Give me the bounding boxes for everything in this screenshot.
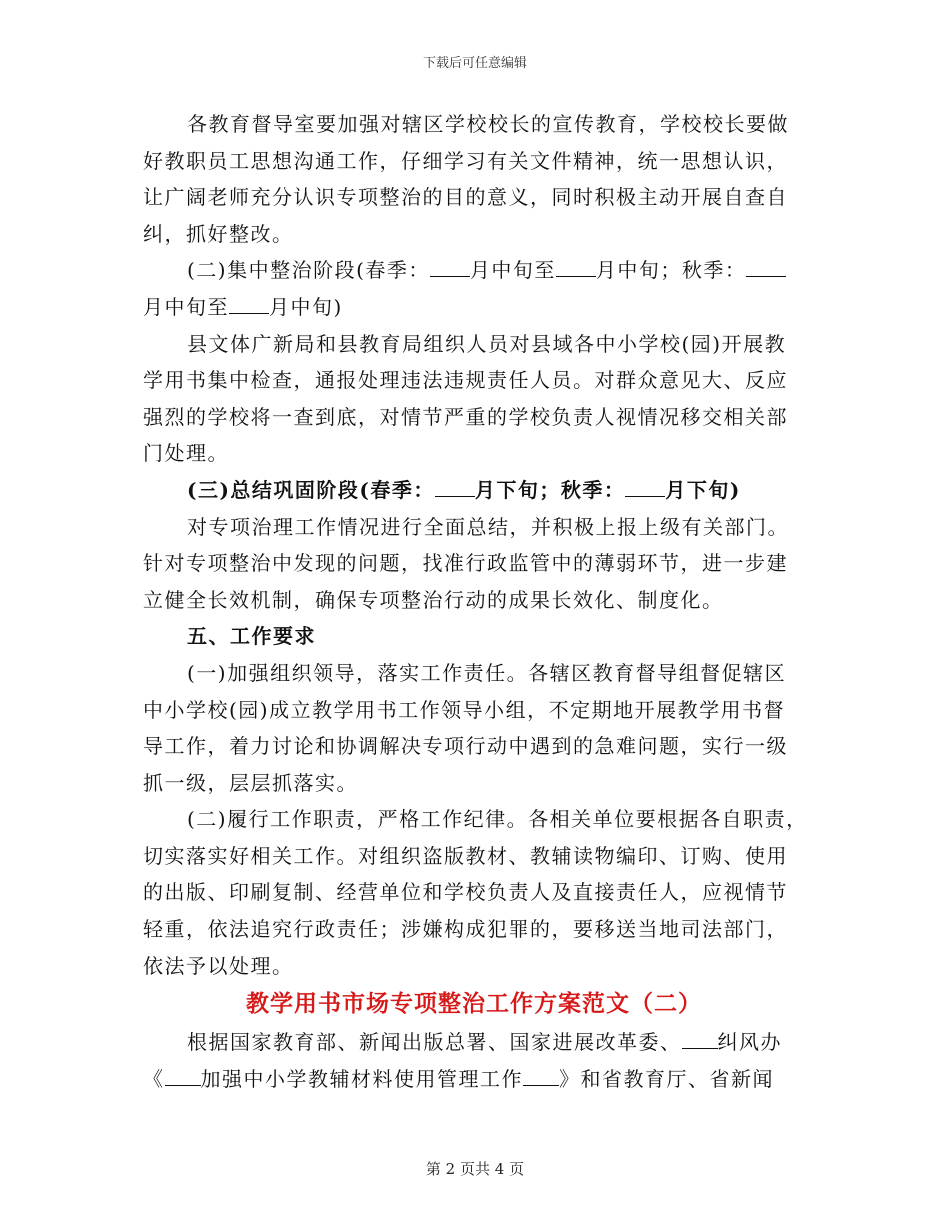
paragraph-line: 各教育督导室要加强对辖区学校校长的宣传教育，学校校长要做	[187, 112, 789, 136]
paragraph-line: 县文体广新局和县教育局组织人员对县域各中小学校(园)开展教	[187, 331, 787, 356]
paragraph-line: 让广阔老师充分认识专项整治的目的意义，同时积极主动开展自查自	[143, 185, 788, 210]
document-body	[143, 106, 808, 1097]
blank-field	[625, 478, 665, 497]
blank-field	[435, 478, 475, 497]
stage3-heading: (三)总结巩固阶段(春季： 月下旬；秋季： 月下旬)	[187, 477, 741, 502]
paragraph-line: 对专项治理工作情况进行全面总结，并积极上报上级有关部门。	[187, 514, 789, 539]
blank-field	[229, 295, 269, 314]
paragraph-line: 纠，抓好整改。	[143, 221, 294, 246]
paragraph-line: 针对专项整治中发现的问题，找准行政监管中的薄弱环节，进一步建	[143, 551, 788, 576]
paragraph-line: 门处理。	[143, 441, 229, 466]
paragraph-line: (二)履行工作职责，严格工作纪律。各相关单位要根据各自职责，	[187, 807, 808, 832]
blank-field	[556, 258, 596, 277]
blank-field	[682, 1030, 718, 1049]
paragraph-line: 《 加强中小学教辅材料使用管理工作 》和省教育厅、省新闻	[143, 1066, 774, 1091]
paragraph-line: 的出版、印刷复制、经营单位和学校负责人及直接责任人，应视情节	[143, 880, 788, 905]
paragraph-line: 导工作，着力讨论和协调解决专项行动中遇到的急难问题，实行一级	[143, 734, 788, 759]
paragraph-line: 根据国家教育部、新闻出版总署、国家进展改革委、 纠风办	[187, 1030, 782, 1055]
blank-field	[523, 1067, 559, 1086]
paragraph-line: 抓一级，层层抓落实。	[143, 770, 358, 795]
paragraph-line: 立健全长效机制，确保专项整治行动的成果长效化、制度化。	[143, 587, 724, 612]
stage2-heading: (二)集中整治阶段(春季： 月中旬至 月中旬；秋季：	[143, 252, 805, 289]
paragraph-line: 学用书集中检查，通报处理违法违规责任人员。对群众意见大、反应	[143, 368, 788, 393]
paragraph-line: 依法予以处理。	[143, 953, 294, 978]
section-heading: 五、工作要求	[187, 624, 316, 649]
page-footer: 第 2 页共 4 页	[425, 1160, 525, 1178]
paragraph-line: 轻重，依法追究行政责任；涉嫌构成犯罪的，要移送当地司法部门，	[143, 917, 788, 942]
blank-field	[746, 258, 786, 277]
page-header: 下载后可任意编辑	[422, 56, 527, 71]
blank-field	[165, 1067, 201, 1086]
paragraph-line: 好教职员工思想沟通工作，仔细学习有关文件精神，统一思想认识，	[143, 148, 788, 173]
document-title: 教学用书市场专项整治工作方案范文（二）	[246, 990, 702, 1018]
paragraph-line: (一)加强组织领导，落实工作责任。各辖区教育督导组督促辖区	[187, 660, 787, 685]
paragraph-line: 强烈的学校将一查到底，对情节严重的学校负责人视情况移交相关部	[143, 404, 788, 429]
stage2-heading-cont: 月中旬至 月中旬)	[143, 294, 343, 319]
paragraph-line: 中小学校(园)成立教学用书工作领导小组，不定期地开展教学用书督	[143, 697, 786, 722]
paragraph-line: 切实落实好相关工作。对组织盗版教材、教辅读物编印、订购、使用	[143, 843, 788, 868]
blank-field	[430, 258, 470, 277]
